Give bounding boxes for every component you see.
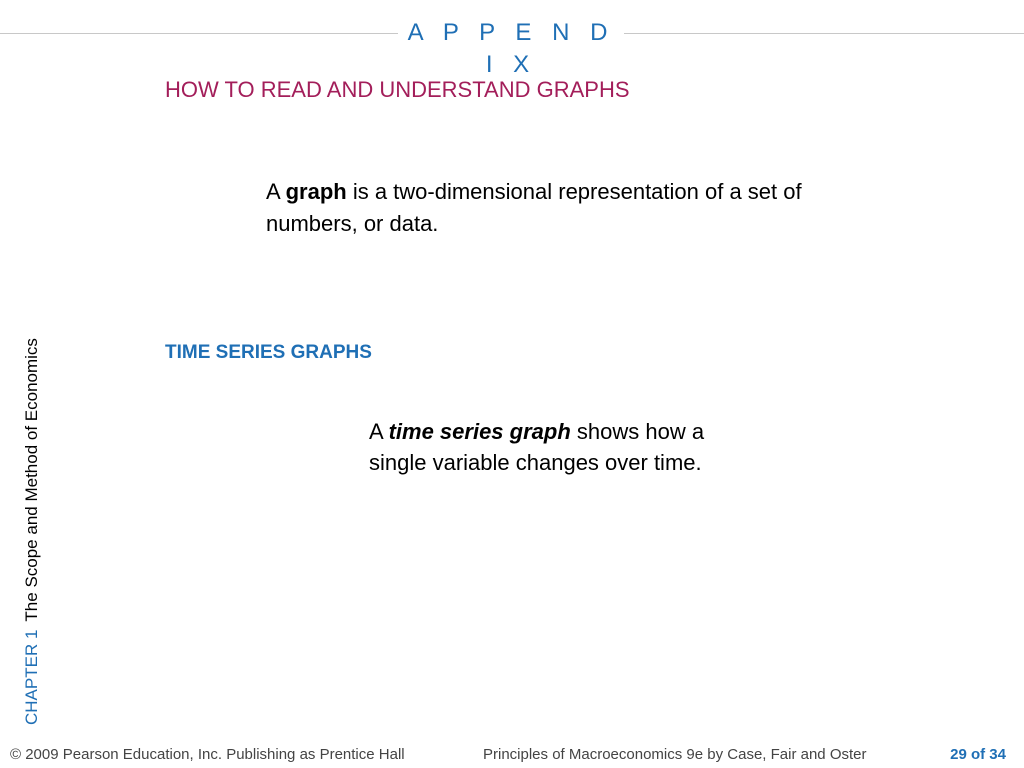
page-title: HOW TO READ AND UNDERSTAND GRAPHS: [165, 77, 630, 102]
time-series-definition-prefix: A: [369, 419, 389, 444]
chapter-title: The Scope and Method of Economics: [22, 338, 41, 622]
graph-definition-prefix: A: [266, 179, 286, 204]
section-title: TIME SERIES GRAPHS: [165, 342, 372, 363]
graph-definition-text: is a two-dimensional representation of a set of numbers, or data.: [266, 179, 802, 236]
chapter-sidebar-label: [22, 338, 42, 725]
graph-term: graph: [285, 179, 347, 204]
chapter-number: CHAPTER 1: [22, 629, 41, 725]
footer-copyright: © 2009 Pearson Education, Inc. Publishing as Prentice Hall: [10, 746, 405, 763]
footer-book-title: Principles of Macroeconomics 9e by Case, Fair and Oster: [483, 746, 867, 763]
graph-definition: [266, 176, 836, 240]
time-series-term: time series graph: [388, 419, 571, 444]
header-rule-right: [624, 33, 1024, 34]
time-series-definition-text: shows how a single variable changes over time.: [369, 419, 705, 475]
time-series-definition: [369, 416, 754, 478]
page-number: 29 of 34: [950, 746, 1006, 763]
header-rule-left: [0, 33, 398, 34]
appendix-heading: A P P E N D I X: [407, 19, 615, 78]
